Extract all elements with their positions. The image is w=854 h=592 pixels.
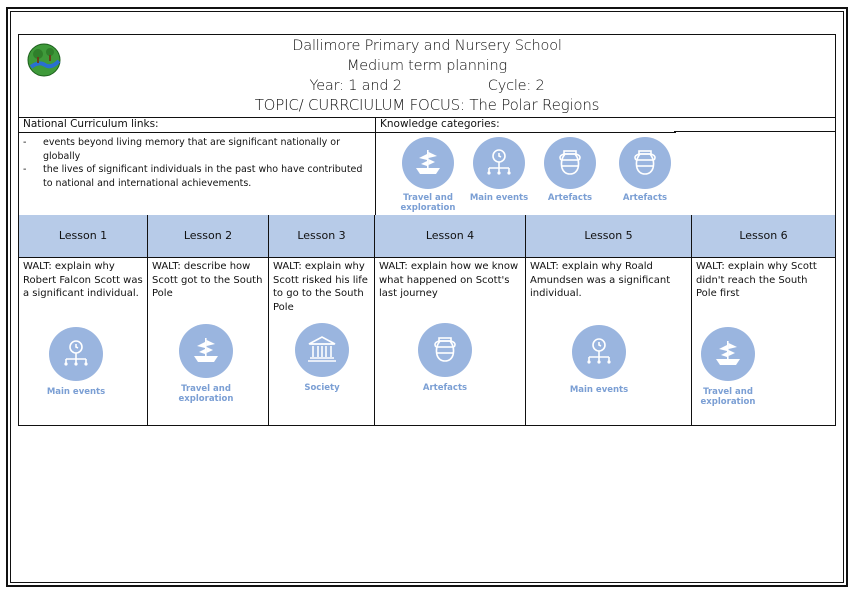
- lesson-3-heading: Lesson 3: [269, 215, 375, 257]
- lesson-6-category: [683, 327, 773, 407]
- knowledge-category-artefacts: [532, 137, 608, 203]
- lesson-4-cell: [375, 257, 526, 425]
- lesson-3-cell: [269, 257, 375, 425]
- lesson-3-walt: WALT: explain why Scott risked his life to go to the South Pole: [273, 261, 368, 313]
- lesson-5-category: [554, 325, 644, 395]
- icon-label: Artefacts: [547, 193, 593, 203]
- list-item: - the lives of significant individuals in the past who have contributed to national and international achievements.: [23, 163, 373, 190]
- year-cycle-line: [19, 77, 835, 95]
- icon-label: Society: [304, 383, 340, 393]
- vase-icon: [619, 137, 671, 189]
- icon-label: Main events: [46, 387, 106, 397]
- planning-title: Medium term planning: [346, 58, 508, 74]
- knowledge-category-travel: [390, 137, 466, 213]
- timeline-icon: [49, 327, 103, 381]
- knowledge-categories-title: Knowledge categories:: [380, 118, 500, 130]
- planning-sheet: [18, 34, 836, 426]
- icon-label: Artefacts: [622, 193, 668, 203]
- lesson-1-walt: WALT: explain why Robert Falcon Scott was a significant individual.: [23, 261, 143, 299]
- lesson-2-category: [161, 324, 251, 404]
- knowledge-category-main-events: [461, 137, 537, 203]
- timeline-icon: [473, 137, 525, 189]
- lesson-2-walt: WALT: describe how Scott got to the South Pole: [152, 261, 263, 299]
- cycle-label: Cycle: 2: [487, 78, 545, 94]
- ship-icon: [179, 324, 233, 378]
- lesson-body-row: [19, 257, 835, 425]
- lesson-1-cell: [19, 257, 148, 425]
- lesson-4-walt: WALT: explain how we know what happened on Scott's last journey: [379, 261, 519, 299]
- ship-icon: [701, 327, 755, 381]
- planning-header: [19, 35, 835, 118]
- lesson-6-heading: Lesson 6: [739, 229, 788, 242]
- divider: [376, 132, 676, 133]
- icon-label: Travel and exploration: [400, 193, 456, 213]
- lesson-1-category: [31, 327, 121, 397]
- lesson-6-walt: WALT: explain why Scott didn't reach the South Pole first: [696, 261, 817, 299]
- lesson-5-heading: Lesson 5: [526, 215, 692, 257]
- icon-label: Artefacts: [422, 383, 468, 393]
- vase-icon: [418, 323, 472, 377]
- lesson-4-category: [400, 323, 490, 393]
- divider: [19, 132, 375, 133]
- curriculum-links-list: [23, 136, 373, 190]
- school-name: Dallimore Primary and Nursery School: [292, 38, 562, 54]
- vase-icon: [544, 137, 596, 189]
- icon-label: Main events: [569, 385, 629, 395]
- lesson-header-row: [19, 215, 835, 258]
- topic-title: TOPIC/ CURRCIULUM FOCUS: The Polar Regions: [254, 96, 600, 114]
- curriculum-links-cell: [19, 117, 376, 215]
- icon-label: Travel and exploration: [700, 387, 756, 407]
- lesson-3-category: [277, 323, 367, 393]
- lesson-5-cell: [526, 257, 692, 425]
- divider: [674, 131, 835, 132]
- lesson-2-cell: [148, 257, 269, 425]
- lesson-1-heading: Lesson 1: [19, 215, 148, 257]
- lesson-5-walt: WALT: explain why Roald Amundsen was a significant individual.: [530, 261, 671, 299]
- curriculum-row: [19, 117, 835, 216]
- list-item: - events beyond living memory that are significant nationally or globally: [23, 136, 373, 163]
- temple-icon: [295, 323, 349, 377]
- year-label: Year: 1 and 2: [309, 78, 402, 94]
- lesson-4-heading: Lesson 4: [375, 215, 526, 257]
- icon-label: Main events: [469, 193, 529, 203]
- lesson-6-cell: [692, 257, 835, 425]
- timeline-icon: [572, 325, 626, 379]
- curriculum-links-title: National Curriculum links:: [23, 118, 159, 130]
- ship-icon: [402, 137, 454, 189]
- knowledge-category-artefacts: [607, 137, 683, 203]
- icon-label: Travel and exploration: [178, 384, 234, 404]
- lesson-2-heading: Lesson 2: [148, 215, 269, 257]
